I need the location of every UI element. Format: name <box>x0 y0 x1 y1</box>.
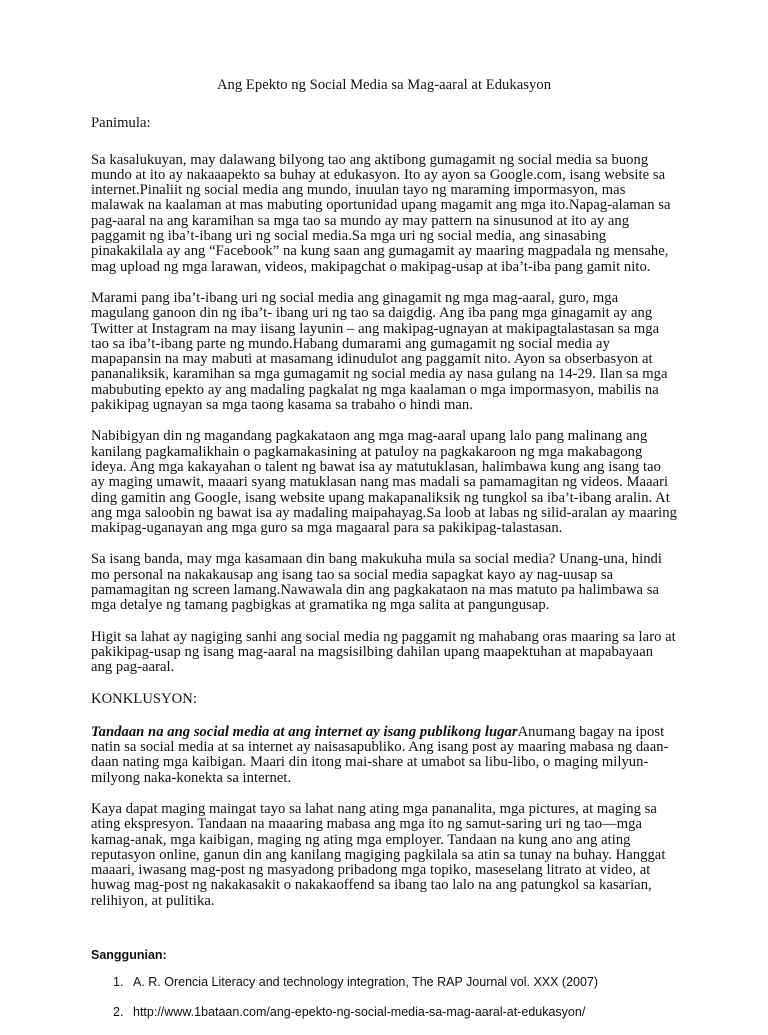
intro-heading: Panimula: <box>91 115 151 132</box>
document-body <box>91 78 677 924</box>
paragraph-5: Higit sa lahat ay nagiging sanhi ang social media ng paggamit ng mahabang oras maaring sa laro at pakikipag-usap ng isang mag-aaral na magsisilbing dahilan upang maapektuhan at mapabayaan ang pag-aaral. <box>91 628 676 676</box>
paragraph-4: Sa isang banda, may mga kasamaan din bang makukuha mula sa social media? Unang-una, hindi mo personal na nakakausap ang isang tao sa social media sapagkat kayo ay nag-uusap sa pamamagitan ng screen lamang.Nawawala din ang pagkakataon na mas matuto pa halimbawa sa mga detalye ng tamang pagbigkas at gramatika ng mga salita at pangungusap. <box>91 551 663 614</box>
paragraph-1: Sa kasalukuyan, may dalawang bilyong tao ang aktibong gumagamit ng social media sa buong mundo at ito ay nakaaapekto sa buhay at edukasyon. Ito ay ayon sa Google.com, isang website sa internet.Pinaliit ng social media ang mundo, inuulan tayo ng maraming impormasyon, mas malawak na kaalaman at mas mabuting oportunidad upang magamit ang mga ito.Napag-alaman sa pag-aaral na ang karamihan sa mga tao sa mundo ay may pattern na sinusunod at ito ay ang paggamit ng iba’t-ibang uri ng social media.Sa mga uri ng social media, ang sinasabing pinakakilala ay ang “Facebook” na kung saan ang gumagamit ay maaring magpadala ng mensahe, mag upload ng mga larawan, videos, makipagchat o makipag-usap at iba’t-iba pang gamit nito. <box>91 151 671 275</box>
reference-link[interactable]: http://www.1bataan.com/ang-epekto-ng-social-media-sa-mag-aaral-at-edukasyon/ <box>133 1005 586 1019</box>
references-list <box>91 975 711 1035</box>
conclusion-paragraph-2: Kaya dapat maging maingat tayo sa lahat nang ating mga pananalita, mga pictures, at maging sa ating ekspresyon. Tandaan na maaaring mabasa ang mga ito ng samut-saring uri ng tao—mga kamag-anak, mga kaibigan, maging ng ating mga employer. Tandaan na kung ano ang ating reputasyon online, ganun din ang kanilang magiging pagkilala sa atin sa tunay na buhay. Hanggat maaari, iwasang mag-post ng masyadong pribadong mga topiko, maseselang litrato at video, at huwag mag-post ng nakakasakit o nakakaoffend sa ibang tao lalo na ang patungkol sa kasarian, relihiyon, at pulitika. <box>91 800 666 909</box>
paragraph-2: Marami pang iba’t-ibang uri ng social media ang ginagamit ng mga mag-aaral, guro, mga magulang ganoon din ng iba’t- ibang uri ng tao sa daigdig. Ang iba pang mga ginagamit ay ang Twitter at Instagram na may iisang layunin – ang makipag-ugnayan at makipagtalastasan sa mga tao sa iba’t-ibang parte ng mundo.Habang dumarami ang gumagamit ng social media ay mapapansin na may mabuti at masamang idinudulot ang paggamit nito. Ayon sa obserbasyon at pananaliksik, karamihan sa mga gumagamit ng social media ay nasa gulang na 14-29. Ilan sa mga mabubuting epekto ay ang madaling pagkalat ng mga kaalaman o mga impormasyon, mabilis na pakikipag ugnayan sa mga taong kasama sa trabaho o hindi man. <box>91 289 668 414</box>
conclusion-heading: KONKLUSYON: <box>91 690 197 707</box>
conclusion-emphasis: Tandaan na ang social media at ang internet ay isang publikong lugar <box>91 723 518 740</box>
reference-item <box>91 975 711 990</box>
reference-text: A. R. Orencia Literacy and technology integration, The RAP Journal vol. XXX (2007) <box>133 975 599 989</box>
references-heading: Sanggunian: <box>91 948 167 962</box>
conclusion-paragraph-1 <box>91 725 677 786</box>
document-title: Ang Epekto ng Social Media sa Mag-aaral at Edukasyon <box>216 77 552 93</box>
reference-number: 1. <box>113 975 124 989</box>
conclusion-text: Anumang bagay na ipost natin sa social media at sa internet ay naisasapubliko. Ang isang post ay maaring mabasa ng daan-daan nating mga kaibigan. Maari din itong mai-share at umabot sa libu-libo, o maging milyun-milyong naka-konekta sa internet. <box>91 723 669 786</box>
paragraph-3: Nabibigyan din ng magandang pagkakataon ang mga mag-aaral upang lalo pang malinang ang kanilang pagkamalikhain o pagkamakasining at patuloy na pagkakaroon ng mga makabagong ideya. Ang mga kakayahan o talent ng bawat isa ay matutuklasan, halimbawa kung ang isang tao ay maging umawit, maaari syang matuklasan nang mas madali sa pamamagitan ng videos. Maaari ding gamitin ang Google, isang website upang makapanaliksik ng tungkol sa iba’t-ibang aralin. At ang mga saloobin ng bawat isa ay madaling maipahayag.Sa loob at labas ng silid-aralan ay maaring makipag-uganayan ang mga guro sa mga magaaral para sa pakikipag-talastasan. <box>91 428 677 537</box>
reference-item <box>91 1005 711 1020</box>
reference-number: 2. <box>113 1005 124 1019</box>
